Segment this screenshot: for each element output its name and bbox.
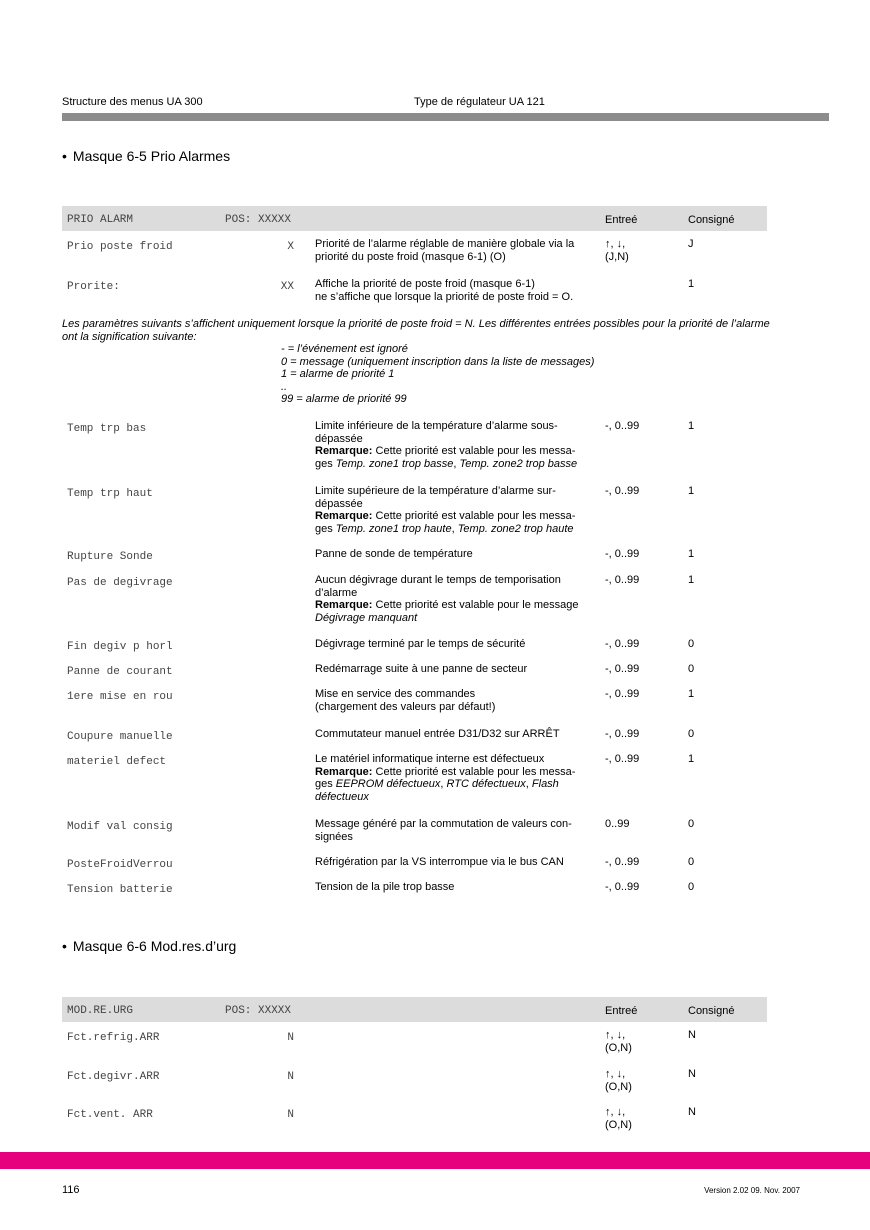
param-name: Prorite: [67, 281, 120, 293]
section-title-mod-res-urg [62, 938, 236, 954]
param-name: materiel defect [67, 756, 167, 768]
intro-paragraph: Les paramètres suivants s’affichent uniquement lorsque la priorité de poste froid = N. Les différentes entrées possibles pour la priorité de l’alarme ont la signification suivante: [62, 318, 770, 343]
message-name: défectueux [315, 790, 369, 803]
param-entry: -, 0..99 [605, 728, 640, 740]
param-entry: -, 0..99 [605, 485, 640, 497]
remark-text: , [451, 522, 458, 535]
desc-line [315, 778, 595, 791]
param-name: Temp trp bas [67, 423, 147, 435]
desc-line: Limite inférieure de la température d’alarme sous- [315, 420, 558, 432]
desc-line [315, 445, 595, 458]
remark-text: ges [315, 778, 336, 790]
param-entry: -, 0..99 [605, 881, 640, 893]
param-setpoint: 1 [688, 485, 695, 497]
param-entry [605, 238, 629, 263]
header-divider [62, 113, 829, 121]
message-name: Temp. zone2 trop haute [457, 522, 574, 535]
entry-line: ↑, ↓, [605, 1106, 626, 1118]
param-setpoint: 1 [688, 753, 695, 765]
param-entry: -, 0..99 [605, 688, 640, 700]
param-setpoint: 1 [688, 548, 695, 560]
code-line: 1 = alarme de priorité 1 [281, 368, 395, 380]
message-name: Temp. zone2 trop basse [459, 457, 578, 470]
desc-line: dépassée [315, 432, 363, 445]
col-entry-header: Entreé [605, 214, 638, 226]
desc-line: Affiche la priorité de poste froid (masque 6-1) [315, 278, 535, 290]
param-value: N [287, 1109, 294, 1121]
desc-line: Aucun dégivrage durant le temps de temporisation [315, 574, 561, 586]
param-entry: -, 0..99 [605, 638, 640, 650]
desc-line [315, 523, 595, 536]
remark-text: Cette priorité est valable pour les messa- [372, 510, 576, 522]
desc-line [315, 510, 595, 523]
remark-text: , [453, 457, 460, 470]
param-setpoint: N [688, 1106, 696, 1118]
code-line: 99 = alarme de priorité 99 [281, 393, 407, 405]
desc-line: (chargement des valeurs par défaut!) [315, 700, 496, 713]
desc-line: Tension de la pile trop basse [315, 881, 455, 893]
remark-text: ges [315, 457, 336, 470]
param-entry [605, 1106, 632, 1131]
param-entry: 0..99 [605, 818, 630, 830]
param-entry: -, 0..99 [605, 753, 640, 765]
desc-line: priorité du poste froid (masque 6-1) (O) [315, 250, 506, 263]
remark-text: Cette priorité est valable pour le message [372, 599, 579, 611]
desc-line: Mise en service des commandes [315, 688, 476, 700]
desc-line [315, 791, 595, 804]
param-value: N [287, 1032, 294, 1044]
param-description [315, 856, 595, 869]
section-title-prio-alarmes [62, 148, 230, 164]
desc-line: signées [315, 830, 353, 843]
param-name: Modif val consig [67, 821, 173, 833]
param-name: Rupture Sonde [67, 551, 153, 563]
param-description [315, 638, 595, 651]
param-entry: -, 0..99 [605, 420, 640, 432]
remark-text: Cette priorité est valable pour les messa- [372, 765, 576, 778]
param-name: Prio poste froid [67, 241, 173, 253]
entry-line: (O,N) [605, 1118, 632, 1131]
param-description [315, 238, 595, 263]
desc-line: d’alarme [315, 586, 358, 599]
desc-line: Limite supérieure de la température d’alarme sur- [315, 485, 556, 497]
param-name: Coupure manuelle [67, 731, 173, 743]
param-entry: -, 0..99 [605, 856, 640, 868]
param-description [315, 881, 595, 894]
remark-text: , [440, 778, 447, 790]
param-setpoint: N [688, 1068, 696, 1080]
param-setpoint: 1 [688, 420, 695, 432]
code-line: - = l’événement est ignoré [281, 343, 408, 355]
section-title-text: Masque 6-6 Mod.res.d’urg [72, 938, 237, 954]
desc-line [315, 599, 595, 612]
param-setpoint: 0 [688, 728, 695, 740]
entry-line: (J,N) [605, 250, 629, 263]
param-description [315, 753, 595, 803]
entry-line: ↑, ↓, [605, 1029, 626, 1041]
param-setpoint: J [688, 238, 694, 250]
param-description [315, 420, 595, 470]
param-entry: -, 0..99 [605, 574, 640, 586]
entry-line: (O,N) [605, 1041, 632, 1054]
col-name-header: PRIO ALARM [67, 214, 134, 226]
code-line: 0 = message (uniquement inscription dans la liste de messages) [281, 355, 595, 368]
remark-label: Remarque: [315, 445, 373, 457]
version-info: Version 2.02 09. Nov. 2007 [704, 1186, 800, 1195]
desc-line: Redémarrage suite à une panne de secteur [315, 663, 528, 675]
param-entry [605, 1068, 632, 1093]
param-name: Panne de courant [67, 666, 173, 678]
page-number: 116 [62, 1184, 80, 1196]
param-description [315, 548, 595, 561]
message-name: Flash [531, 778, 559, 790]
param-setpoint: N [688, 1029, 696, 1041]
param-entry: -, 0..99 [605, 548, 640, 560]
message-name: Temp. zone1 trop haute [335, 522, 452, 535]
bullet-icon: • [62, 148, 67, 164]
param-name: Fct.vent. ARR [67, 1109, 153, 1121]
remark-text: , [525, 778, 532, 790]
remark-label: Remarque: [315, 765, 373, 778]
param-setpoint: 1 [688, 574, 695, 586]
col-setpoint-header: Consigné [688, 214, 735, 226]
footer-accent-bar [0, 1152, 870, 1169]
message-name: Temp. zone1 trop basse [335, 457, 454, 470]
entry-line: (O,N) [605, 1080, 632, 1093]
desc-line [315, 766, 595, 779]
remark-text: Cette priorité est valable pour les messa- [372, 445, 576, 457]
param-setpoint: 0 [688, 818, 695, 830]
code-line: .. [281, 380, 288, 393]
entry-line: ↑, ↓, [605, 238, 626, 250]
param-name: 1ere mise en rou [67, 691, 173, 703]
col-setpoint-header: Consigné [688, 1005, 735, 1017]
param-description [315, 278, 595, 303]
desc-line: Panne de sonde de température [315, 548, 473, 560]
desc-line [315, 612, 595, 625]
message-name: RTC défectueux [446, 778, 526, 790]
param-name: Fct.degivr.ARR [67, 1071, 160, 1083]
entry-line: ↑, ↓, [605, 1068, 626, 1080]
desc-line: Priorité de l’alarme réglable de manière globale via la [315, 238, 575, 250]
param-name: PosteFroidVerrou [67, 859, 173, 871]
col-entry-header: Entreé [605, 1005, 638, 1017]
table-header [62, 997, 767, 1022]
param-description [315, 574, 595, 624]
header-center: Type de régulateur UA 121 [414, 96, 545, 108]
param-entry [605, 1029, 632, 1054]
col-pos-header: POS: XXXXX [225, 1005, 292, 1017]
param-setpoint: 1 [688, 278, 695, 290]
header-left: Structure des menus UA 300 [62, 96, 203, 108]
param-setpoint: 1 [688, 688, 695, 700]
param-value: N [287, 1071, 294, 1083]
param-setpoint: 0 [688, 638, 695, 650]
section-title-text: Masque 6-5 Prio Alarmes [72, 148, 231, 164]
param-value: X [287, 241, 294, 253]
param-name: Pas de degivrage [67, 577, 173, 589]
desc-line: Commutateur manuel entrée D31/D32 sur ARRÊT [315, 728, 560, 740]
remark-text: ges [315, 522, 336, 535]
message-name: EEPROM défectueux [335, 778, 441, 790]
remark-label: Remarque: [315, 599, 373, 611]
param-setpoint: 0 [688, 881, 695, 893]
param-name: Fin degiv p horl [67, 641, 173, 653]
col-pos-header: POS: XXXXX [225, 214, 292, 226]
param-description [315, 688, 595, 713]
desc-line: ne s’affiche que lorsque la priorité de poste froid = O. [315, 290, 574, 303]
desc-line: Le matériel informatique interne est défectueux [315, 753, 545, 765]
param-description [315, 485, 595, 535]
message-name: Dégivrage manquant [315, 611, 418, 624]
table-header [62, 206, 767, 231]
param-description [315, 818, 595, 843]
param-description [315, 728, 595, 741]
param-description [315, 663, 595, 676]
param-name: Tension batterie [67, 884, 173, 896]
param-setpoint: 0 [688, 856, 695, 868]
col-name-header: MOD.RE.URG [67, 1005, 134, 1017]
desc-line: Dégivrage terminé par le temps de sécurité [315, 638, 526, 650]
bullet-icon: • [62, 938, 67, 954]
desc-line: Réfrigération par la VS interrompue via le bus CAN [315, 856, 564, 868]
priority-code-list [281, 343, 594, 406]
param-entry: -, 0..99 [605, 663, 640, 675]
remark-label: Remarque: [315, 510, 373, 522]
param-setpoint: 0 [688, 663, 695, 675]
param-name: Temp trp haut [67, 488, 153, 500]
desc-line [315, 458, 595, 471]
desc-line: Message généré par la commutation de valeurs con- [315, 818, 572, 830]
param-value: XX [280, 281, 294, 293]
desc-line: dépassée [315, 497, 363, 510]
param-name: Fct.refrig.ARR [67, 1032, 160, 1044]
